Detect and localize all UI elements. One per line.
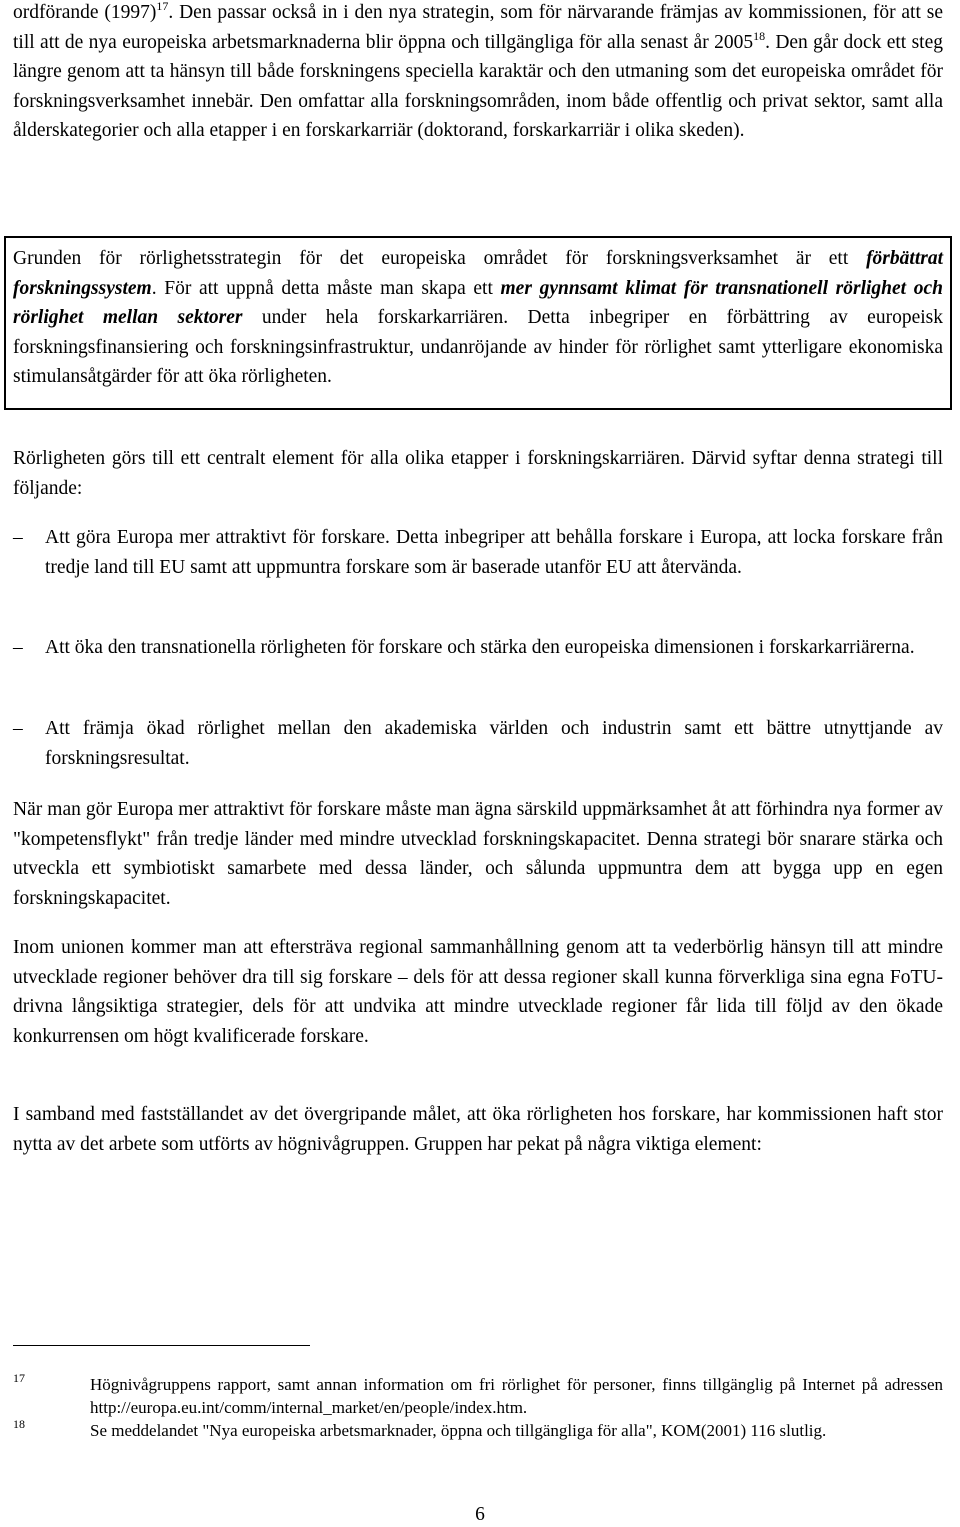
paragraph-strategy-intro: ordförande $(1997)^{17}$. Den passar också in i den nya strategin, som för närvarande främjas av kommissionen, för att se till att de nya europeiska arbetsmarknaderna blir öppna och tillgängliga för alla senast år 2005$^{18}$. Den går dock ett steg längre genom att ta hänsyn till både forskningens speciella karaktär och den utmaning som det europeiska området för forskningsverksamhet innebär. Den omfattar alla forskningsområden, inom både offentlig och privat sektor, samt alla ålderskategorier och alla etapper i en forskarkarriär (doktorand, forskarkarriär i olika skeden). xyxy=(13,0,943,142)
footnote-text: Se meddelandet "Nya europeiska arbetsmarknader, öppna och tillgängliga för alla", KOM(2001) 116 slutlig. xyxy=(90,1421,827,1440)
dash-bullet: – xyxy=(13,637,23,658)
footnote-number: 17 xyxy=(13,1371,25,1385)
paragraph-mobility-central: Rörligheten görs till ett centralt element för alla olika etapper i forskningskarriären. Därvid syftar denna strategi till följande: xyxy=(13,448,943,499)
list-item-text: Att främja ökad rörlighet mellan den akademiska världen och industrin samt ett bättre utnyttjande av forskningsresultat. xyxy=(45,718,943,769)
footnote-separator xyxy=(13,1345,310,1346)
footnote-text: Högnivågruppens rapport, samt annan information om fri rörlighet för personer, finns tillgänglig på Internet på adressen http://europa.eu.int/comm/internal_market/en/people/index.htm. xyxy=(90,1375,943,1417)
emphasis-improved-research-system: förbättrat forskningssystem xyxy=(13,248,943,299)
boxed-paragraph: Grunden för rörlighetsstrategin för det europeiska området för forskningsverksamhet är ett förbättrat forskningssystem. För att uppnå detta måste man skapa ett mer gynnsamt klimat för transnationell rörlighet och rörlighet mellan sektorer under hela forskarkarriären. Detta inbegriper en förbättring av europeisk forskningsfinansiering och forskningsinfrastruktur, undanröjande av hinder för rörlighet samt ytterligare ekonomiska stimulansåtgärder för att öka rörligheten. xyxy=(13,248,943,388)
emphasis-favourable-climate: mer gynnsamt klimat för transnationell rörlighet och rörlighet mellan sektorer xyxy=(13,277,943,329)
paragraph-brain-drain: När man gör Europa mer attraktivt för forskare måste man ägna särskild uppmärksamhet åt att förhindra nya former av "kompetensflykt" från tredje länder med mindre utvecklad forskningskapacitet. Denna strategi bör snarare stärka och utveckla ett symbiotiskt samarbete med dessa länder, och sålunda uppmuntra dem att bygga upp en egen forskningskapacitet. xyxy=(13,799,943,909)
footnote-ref-17[interactable]: 17 xyxy=(156,0,169,13)
dash-bullet: – xyxy=(13,718,23,739)
footnote-ref-18[interactable]: 18 xyxy=(753,28,766,43)
page-number: 6 xyxy=(475,1504,485,1525)
paragraph-regional-cohesion: Inom unionen kommer man att eftersträva regional sammanhållning genom att ta vederbörlig hänsyn till att mindre utvecklade regioner behöver dra till sig forskare – dels för att dessa regioner skall kunna förverkliga sina egna FoTU-drivna långsiktiga strategier, dels för att undvika att mindre utvecklade regioner får lida till följd av den ökade konkurrensen om högt kvalificerade forskare. xyxy=(13,937,943,1047)
highlight-box xyxy=(4,236,952,410)
footnote-number: 18 xyxy=(13,1417,25,1431)
dash-bullet: – xyxy=(13,527,23,548)
list-item-text: Att öka den transnationella rörligheten för forskare och stärka den europeiska dimensionen i forskarkarriärerna. xyxy=(45,637,915,658)
paragraph-high-level-group: I samband med fastställandet av det övergripande målet, att öka rörligheten hos forskare, har kommissionen haft stor nytta av det arbete som utförts av högnivågruppen. Gruppen har pekat på några viktiga element: xyxy=(13,1104,943,1155)
list-item-text: Att göra Europa mer attraktivt för forskare. Detta inbegriper att behålla forskare i Europa, att locka forskare från tredje land till EU samt att uppmuntra forskare som är baserade utanför EU att återvända. xyxy=(45,527,943,578)
